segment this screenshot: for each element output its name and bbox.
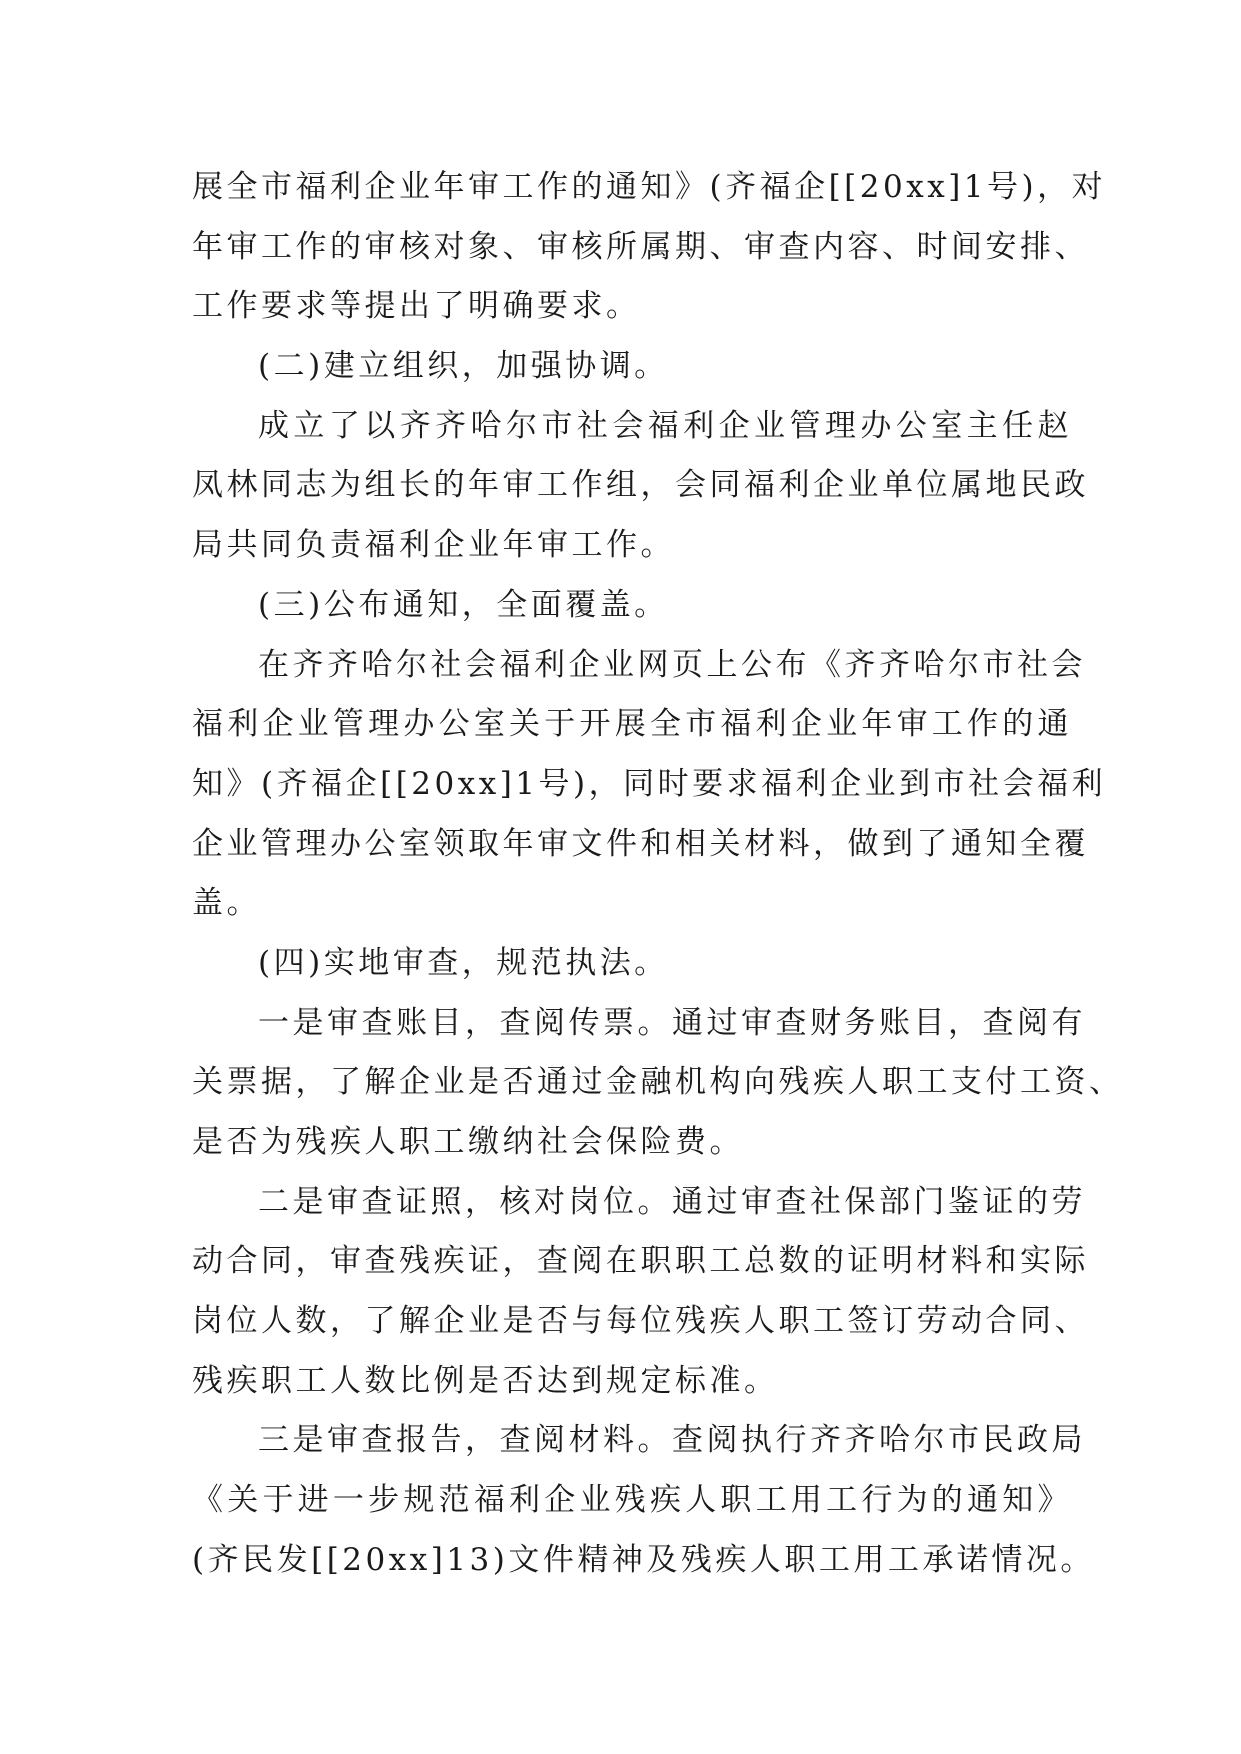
heading-line: (四)实地审查，规范执法。: [258, 944, 669, 981]
text-line: 局共同负责福利企业年审工作。: [192, 527, 675, 564]
paragraph-audit-reports: [192, 1411, 1095, 1590]
heading-line: (三)公布通知，全面覆盖。: [258, 586, 669, 623]
text-line: 关票据，了解企业是否通过金融机构向残疾人职工支付工资、: [192, 1064, 1124, 1101]
text-line: 是否为残疾人职工缴纳社会保险费。: [192, 1124, 744, 1160]
document-body: [192, 158, 1124, 1591]
text-line: 岗位人数，了解企业是否与每位残疾人职工签订劳动合同、: [192, 1303, 1089, 1340]
text-line: 年审工作的审核对象、审核所属期、审查内容、时间安排、: [192, 228, 1089, 265]
text-line: 盖。: [192, 885, 261, 922]
text-line: 二是审查证照，核对岗位。通过审查社保部门鉴证的劳: [258, 1183, 1086, 1220]
paragraph-publish-notice: [192, 636, 1107, 934]
paragraph-notice-continuation: [192, 158, 1107, 337]
text-line: 工作要求等提出了明确要求。: [192, 288, 641, 325]
text-line: 一是审查账目，查阅传票。通过审查财务账目，查阅有: [258, 1004, 1086, 1041]
text-line: 企业管理办公室领取年审文件和相关材料，做到了通知全覆: [192, 825, 1089, 862]
text-line: (齐民发[[20xx]13)文件精神及残疾人职工用工承诺情况。: [192, 1541, 1095, 1578]
paragraph-organization: [192, 397, 1089, 576]
text-line: 知》(齐福企[[20xx]1号)，同时要求福利企业到市社会福利: [192, 765, 1107, 802]
text-line: 展全市福利企业年审工作的通知》(齐福企[[20xx]1号)，对: [192, 169, 1107, 205]
section-heading-3: [192, 576, 1072, 636]
section-heading-4: [192, 934, 1072, 994]
text-line: 成立了以齐齐哈尔市社会福利企业管理办公室主任赵: [258, 407, 1072, 444]
paragraph-audit-accounts: [192, 994, 1124, 1173]
section-heading-2: [192, 337, 1072, 397]
text-line: 动合同，审查残疾证，查阅在职职工总数的证明材料和实际: [192, 1243, 1089, 1280]
heading-line: (二)建立组织，加强协调。: [258, 348, 669, 385]
text-line: 凤林同志为组长的年审工作组，会同福利企业单位属地民政: [192, 467, 1089, 504]
text-line: 在齐齐哈尔社会福利企业网页上公布《齐齐哈尔市社会: [258, 646, 1086, 683]
text-line: 残疾职工人数比例是否达到规定标准。: [192, 1362, 779, 1399]
text-line: 三是审查报告，查阅材料。查阅执行齐齐哈尔市民政局: [258, 1422, 1086, 1459]
text-line: 《关于进一步规范福利企业残疾人职工用工行为的通知》: [192, 1482, 1072, 1519]
text-line: 福利企业管理办公室关于开展全市福利企业年审工作的通: [192, 706, 1072, 743]
paragraph-audit-certificates: [192, 1173, 1089, 1412]
